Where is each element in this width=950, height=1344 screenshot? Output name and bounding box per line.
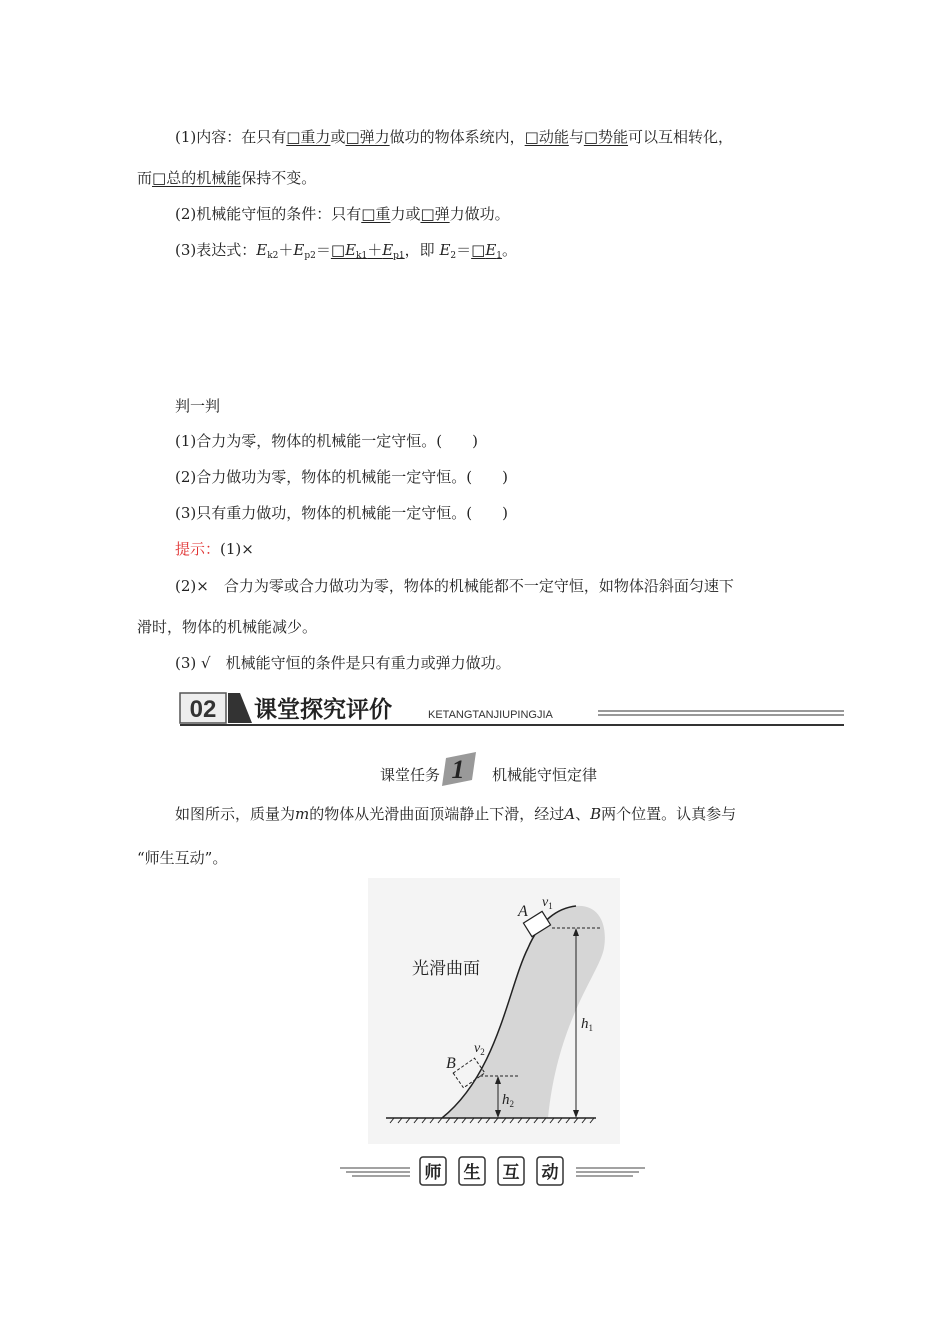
- section-pinyin: KETANGTANJIUPINGJIA: [428, 709, 553, 721]
- svg-text:师: 师: [424, 1163, 442, 1183]
- hint-answer-1: 提示：(1)×: [175, 540, 254, 558]
- content-item-2: (2)机械能守恒的条件：只有□重力或□弹力做功。: [175, 205, 510, 223]
- badge-char-4: [537, 1157, 563, 1185]
- hint-answer-2: (2)× 合力为零或合力做功为零，物体的机械能都不一定守恒，如物体沿斜面匀速下: [175, 577, 734, 595]
- blank-total-energy: □总的机械能: [152, 169, 242, 187]
- content-item-3-formula: (3)表达式：$E_{k2}+E_{p2}=□E_{k1}+E_{p1}$，即 $E_2=□E_1$。: [175, 241, 518, 261]
- svg-text:生: 生: [463, 1163, 481, 1183]
- blank-elastic-2: □弹: [420, 205, 450, 223]
- section-banner: [178, 689, 844, 729]
- task-label: 课堂任务: [380, 766, 441, 784]
- badge-char-2: [459, 1157, 485, 1185]
- badge-left-lines: [340, 1168, 410, 1176]
- badge-char-3: [498, 1157, 524, 1185]
- judge-title: 判一判: [175, 397, 221, 415]
- svg-text:互: 互: [502, 1163, 520, 1183]
- body-paragraph-cont: “师生互动”。: [137, 849, 228, 867]
- label-h2: $h_2$: [502, 1092, 514, 1109]
- hint-answer-2-cont: 滑时，物体的机械能减少。: [137, 618, 318, 636]
- section-number: 02: [189, 696, 217, 723]
- svg-text:1: 1: [451, 755, 465, 784]
- judge-question-2: (2)合力做功为零，物体的机械能一定守恒。( ): [175, 468, 508, 486]
- label-h1: $h_1$: [581, 1016, 593, 1033]
- hint-label: 提示：: [175, 540, 221, 558]
- task-name: 机械能守恒定律: [492, 766, 598, 784]
- label-a: A: [518, 903, 528, 920]
- blank-formula-1: $□E_{k1}+E_{p1}$: [330, 241, 405, 261]
- content-item-1: (1)内容：在只有□重力或□弹力做功的物体系统内，□动能与□势能可以互相转化，: [175, 128, 734, 146]
- blank-kinetic: □动能: [524, 128, 569, 146]
- label-b: B: [446, 1055, 456, 1072]
- judge-question-1: (1)合力为零，物体的机械能一定守恒。( ): [175, 432, 478, 450]
- content-item-1-cont: 而□总的机械能保持不变。: [137, 169, 317, 187]
- blank-gravity: □重力: [286, 128, 331, 146]
- judge-question-3: (3)只有重力做功，物体的机械能一定守恒。( ): [175, 504, 508, 522]
- label-v2: $v_2$: [474, 1041, 485, 1057]
- task-number-badge: [442, 752, 476, 786]
- body-paragraph: 如图所示，质量为m的物体从光滑曲面顶端静止下滑，经过A、B两个位置。认真参与: [175, 805, 737, 823]
- blank-gravity-2: □重: [361, 205, 391, 223]
- hint-answer-3: (3) √ 机械能守恒的条件是只有重力或弹力做功。: [175, 654, 511, 672]
- label-v1: $v_1$: [542, 895, 553, 911]
- badge-right-lines: [576, 1168, 645, 1176]
- blank-formula-2: $□E_1$: [471, 241, 503, 261]
- blank-potential: □势能: [583, 128, 629, 146]
- badge-char-1: [420, 1157, 446, 1185]
- section-title: 课堂探究评价: [254, 697, 392, 723]
- interaction-badges: [340, 1152, 645, 1192]
- surface-label: 光滑曲面: [412, 959, 480, 979]
- curved-surface-figure: [368, 878, 620, 1144]
- svg-text:动: 动: [541, 1163, 559, 1183]
- blank-elastic: □弹力: [345, 128, 390, 146]
